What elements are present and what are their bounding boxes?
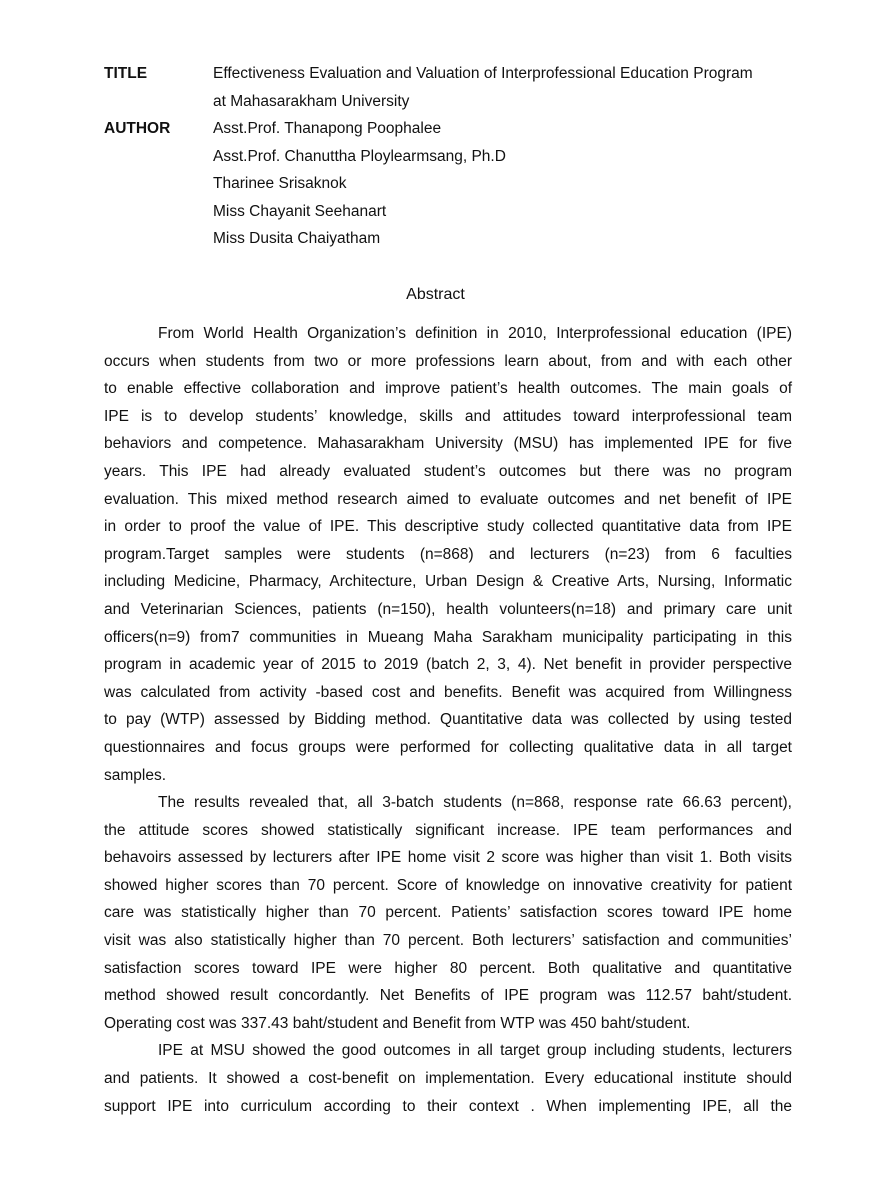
abstract-line: method showed result concordantly. Net Benefits of IPE program was 112.57 baht/student.	[104, 987, 792, 1005]
metadata-block	[104, 60, 804, 253]
abstract-paragraph	[104, 320, 792, 789]
title-line: at Mahasarakham University	[213, 92, 410, 110]
abstract-line: evaluation. This mixed method research aimed to evaluate outcomes and net benefit of IPE	[104, 490, 792, 508]
author-name: Asst.Prof. Chanuttha Ploylearmsang, Ph.D	[213, 147, 506, 165]
abstract-line: samples.	[104, 766, 167, 784]
abstract-line: occurs when students from two or more professions learn about, from and with each other	[104, 352, 792, 370]
abstract-line: and Veterinarian Sciences, patients (n=150), health volunteers(n=18) and primary care unit	[104, 600, 792, 618]
abstract-line: questionnaires and focus groups were performed for collecting qualitative data in all target	[104, 738, 792, 756]
author-list	[213, 115, 804, 253]
abstract-line: From World Health Organization’s definition in 2010, Interprofessional education (IPE)	[158, 325, 792, 342]
abstract-line: visit was also statistically higher than 70 percent. Both lecturers’ satisfaction and communities’	[104, 932, 792, 950]
abstract-line: to enable effective collaboration and improve patient’s health outcomes. The main goals of	[104, 380, 792, 398]
title-row	[104, 60, 804, 115]
abstract-line: behavoirs assessed by lecturers after IPE home visit 2 score was higher than visit 1. Both visits	[104, 849, 792, 867]
abstract-line: IPE at MSU showed the good outcomes in all target group including students, lecturers	[158, 1042, 792, 1060]
abstract-line: The results revealed that, all 3-batch students (n=868, response rate 66.63 percent),	[158, 794, 792, 812]
author-name: Tharinee Srisaknok	[213, 175, 347, 192]
abstract-line: years. This IPE had already evaluated student’s outcomes but there was no program	[104, 462, 792, 480]
abstract-line: showed higher scores than 70 percent. Score of knowledge on innovative creativity for patient	[104, 876, 792, 894]
abstract-line: to pay (WTP) assessed by Bidding method. Quantitative data was collected by using tested	[104, 711, 792, 729]
title-label: TITLE	[104, 65, 148, 82]
abstract-body	[104, 320, 792, 1120]
title-value	[213, 60, 804, 115]
abstract-line: satisfaction scores toward IPE were higher 80 percent. Both qualitative and quantitative	[104, 959, 792, 977]
abstract-line: program.Target samples were students (n=868) and lecturers (n=23) from 6 faculties	[104, 545, 792, 563]
author-name: Miss Chayanit Seehanart	[213, 202, 387, 220]
abstract-paragraph	[104, 789, 792, 1037]
abstract-line: Operating cost was 337.43 baht/student and Benefit from WTP was 450 baht/student.	[104, 1014, 691, 1032]
author-name: Asst.Prof. Thanapong Poophalee	[213, 120, 442, 137]
abstract-line: support IPE into curriculum according to their context . When implementing IPE, all the	[104, 1097, 792, 1115]
abstract-line: program in academic year of 2015 to 2019 (batch 2, 3, 4). Net benefit in provider perspective	[104, 656, 792, 674]
abstract-paragraph	[104, 1037, 792, 1120]
abstract-line: behaviors and competence. Mahasarakham University (MSU) has implemented IPE for five	[104, 435, 792, 453]
abstract-line: IPE is to develop students’ knowledge, skills and attitudes toward interprofessional team	[104, 407, 792, 425]
author-row	[104, 115, 804, 253]
abstract-line: was calculated from activity -based cost and benefits. Benefit was acquired from Willingness	[104, 683, 792, 701]
abstract-line: the attitude scores showed statistically significant increase. IPE team performances and	[104, 821, 792, 839]
abstract-line: care was statistically higher than 70 percent. Patients’ satisfaction scores toward IPE home	[104, 904, 792, 922]
author-label: AUTHOR	[104, 120, 171, 137]
abstract-line: officers(n=9) from7 communities in Mueang Maha Sarakham municipality participating in this	[104, 628, 792, 646]
abstract-line: in order to proof the value of IPE. This descriptive study collected quantitative data from IPE	[104, 518, 792, 536]
author-name: Miss Dusita Chaiyatham	[213, 230, 381, 247]
abstract-heading: Abstract	[406, 286, 465, 303]
title-line: Effectiveness Evaluation and Valuation of Interprofessional Education Program	[213, 65, 753, 82]
abstract-line: including Medicine, Pharmacy, Architecture, Urban Design & Creative Arts, Nursing, Informatic	[104, 573, 792, 591]
abstract-line: and patients. It showed a cost-benefit on implementation. Every educational institute should	[104, 1070, 792, 1088]
